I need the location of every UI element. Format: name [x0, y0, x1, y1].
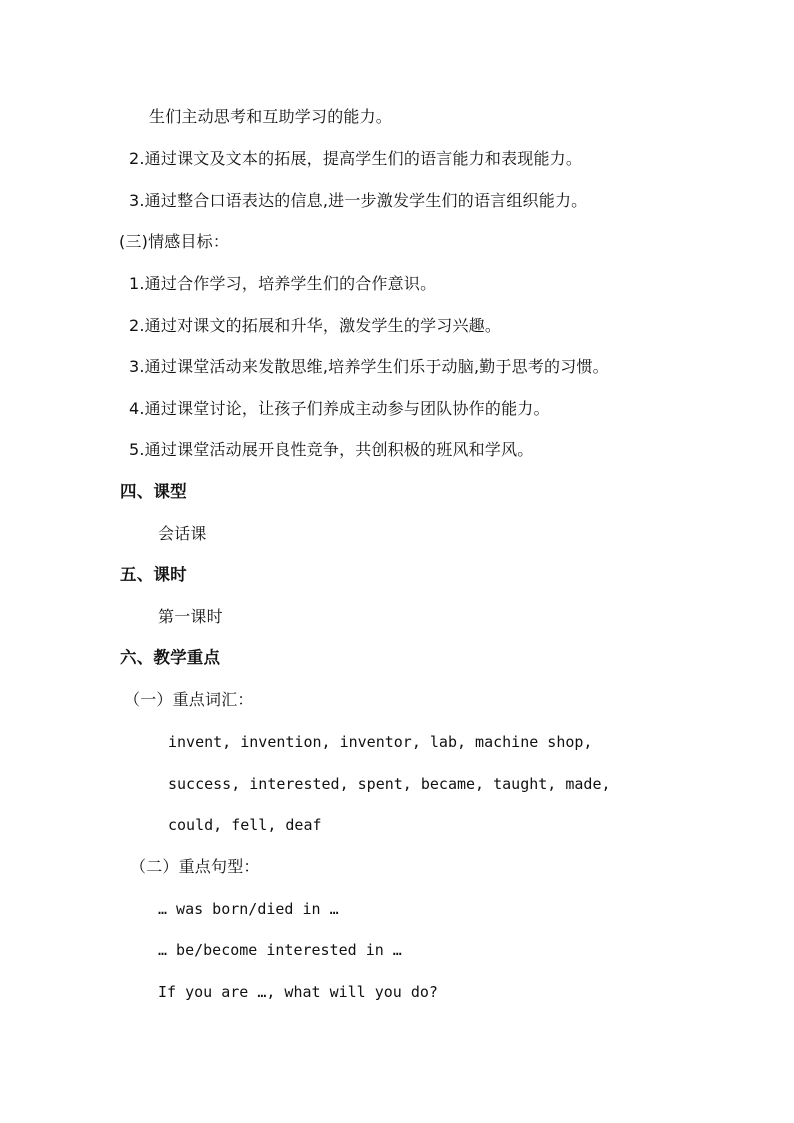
text-line-abilities-continued: 生们主动思考和互助学习的能力。 [149, 107, 393, 126]
text-line-competition: 5.通过课堂活动展开良性竞争，共创积极的班风和学风。 [129, 440, 534, 459]
subheading-emotional-goals: (三)情感目标： [119, 232, 230, 251]
text-line-teamwork: 4.通过课堂讨论，让孩子们养成主动参与团队协作的能力。 [129, 399, 550, 418]
text-line-organization-ability: 3.通过整合口语表达的信息,进一步激发学生们的语言组织能力。 [129, 191, 588, 210]
subheading-key-vocabulary: （一）重点词汇： [124, 690, 254, 709]
vocabulary-line-2: success, interested, spent, became, taught, made, [168, 775, 611, 793]
vocabulary-line-3: could, fell, deaf [168, 816, 322, 834]
lesson-time-value: 第一课时 [158, 607, 223, 626]
sentence-pattern-3: If you are …, what will you do? [158, 983, 438, 1001]
section-heading-lesson-type: 四、课型 [120, 482, 187, 501]
sentence-pattern-2: … be/become interested in … [158, 941, 402, 959]
lesson-type-value: 会话课 [158, 524, 207, 543]
sentence-pattern-1: … was born/died in … [158, 900, 339, 918]
section-heading-lesson-time: 五、课时 [120, 565, 187, 584]
text-line-thinking-habits: 3.通过课堂活动来发散思维,培养学生们乐于动脑,勤于思考的习惯。 [129, 357, 609, 376]
text-line-language-ability: 2.通过课文及文本的拓展，提高学生们的语言能力和表现能力。 [129, 149, 583, 168]
subheading-key-sentences: （二）重点句型： [130, 857, 260, 876]
vocabulary-line-1: invent, invention, inventor, lab, machine shop, [168, 733, 593, 751]
text-line-cooperation: 1.通过合作学习，培养学生们的合作意识。 [129, 274, 437, 293]
section-heading-key-points: 六、教学重点 [120, 648, 221, 667]
text-line-interest: 2.通过对课文的拓展和升华，激发学生的学习兴趣。 [129, 316, 502, 335]
